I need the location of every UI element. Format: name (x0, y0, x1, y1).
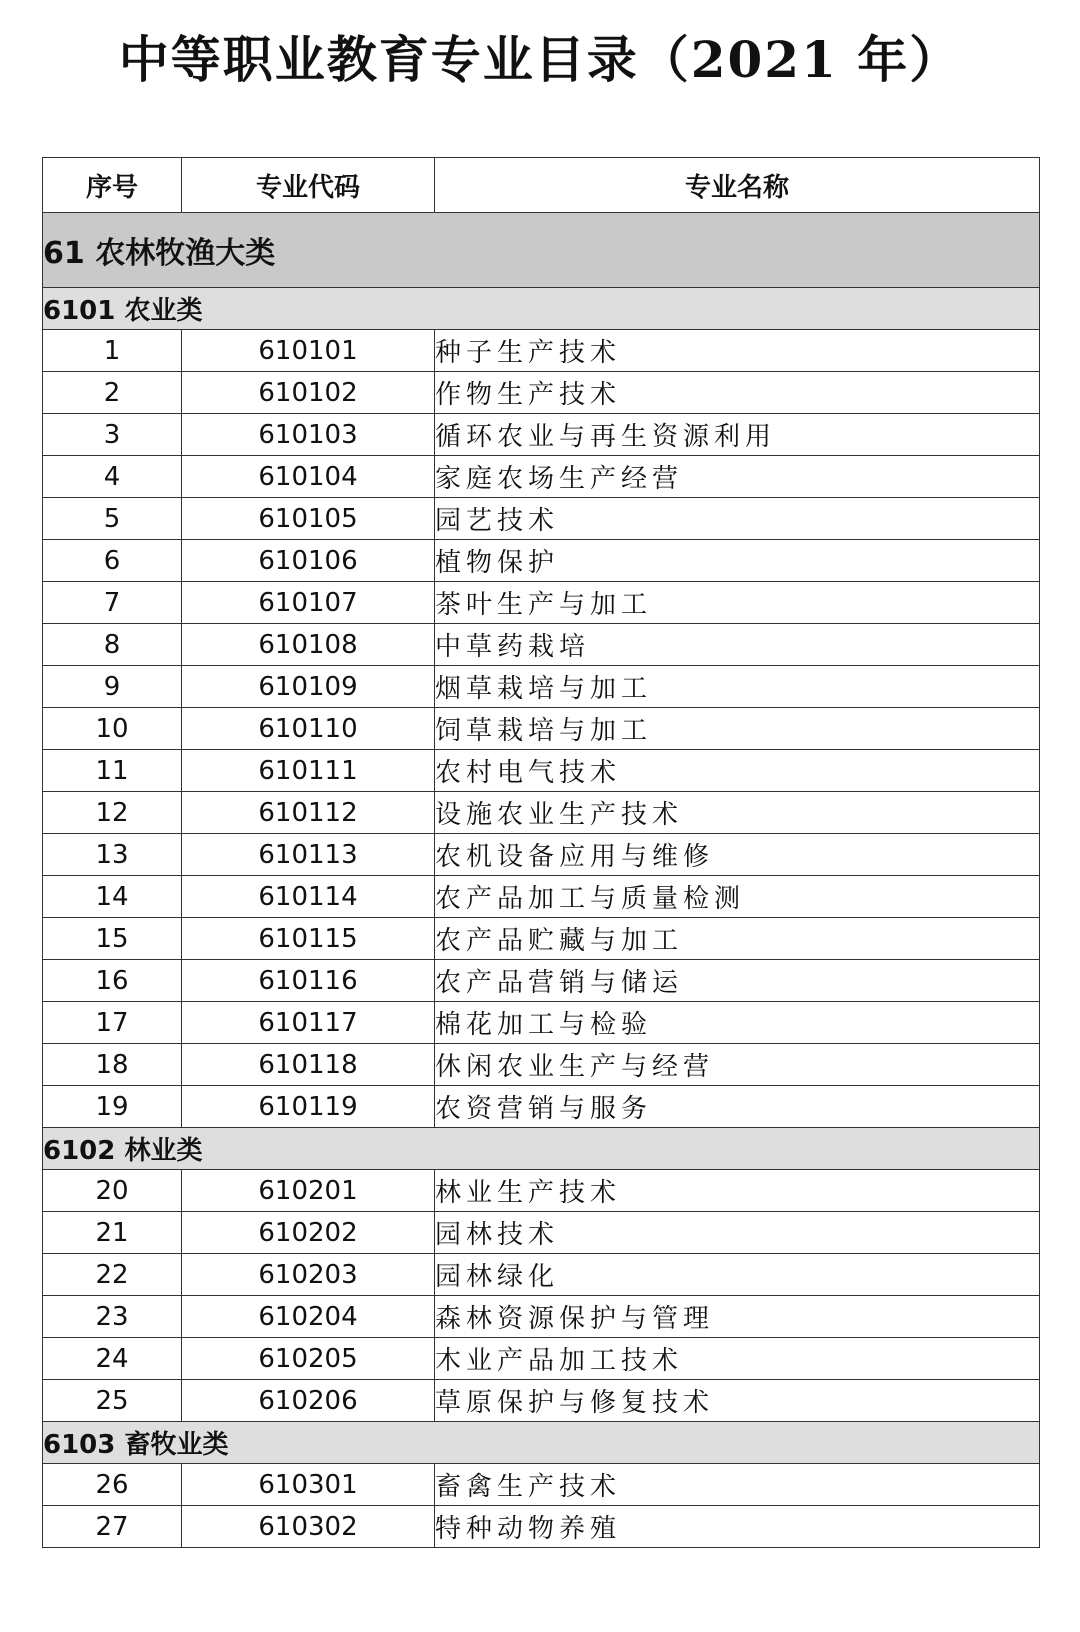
name-cell: 农产品加工与质量检测 (435, 876, 1040, 918)
name-cell: 茶叶生产与加工 (435, 582, 1040, 624)
code-cell: 610206 (182, 1380, 435, 1422)
seq-cell: 27 (43, 1506, 182, 1548)
name-cell: 农村电气技术 (435, 750, 1040, 792)
name-cell: 特种动物养殖 (435, 1506, 1040, 1548)
table-row (43, 792, 1040, 834)
seq-cell: 1 (43, 330, 182, 372)
code-cell: 610105 (182, 498, 435, 540)
table-row (43, 1506, 1040, 1548)
code-cell: 610203 (182, 1254, 435, 1296)
table-row (43, 582, 1040, 624)
table-row (43, 1254, 1040, 1296)
table-row (43, 1002, 1040, 1044)
code-cell: 610101 (182, 330, 435, 372)
table-row (43, 876, 1040, 918)
table-row (43, 330, 1040, 372)
group-row (43, 1422, 1040, 1464)
name-cell: 畜禽生产技术 (435, 1464, 1040, 1506)
name-cell: 饲草栽培与加工 (435, 708, 1040, 750)
table-row (43, 834, 1040, 876)
seq-cell: 24 (43, 1338, 182, 1380)
name-cell: 中草药栽培 (435, 624, 1040, 666)
table-header-row (43, 158, 1040, 213)
table-row (43, 750, 1040, 792)
name-cell: 植物保护 (435, 540, 1040, 582)
table-row (43, 372, 1040, 414)
seq-cell: 2 (43, 372, 182, 414)
document-title: 中等职业教育专业目录（2021 年） (118, 30, 962, 89)
name-cell: 循环农业与再生资源利用 (435, 414, 1040, 456)
code-cell: 610205 (182, 1338, 435, 1380)
seq-cell: 5 (43, 498, 182, 540)
seq-cell: 25 (43, 1380, 182, 1422)
table-row (43, 1380, 1040, 1422)
table-row (43, 1044, 1040, 1086)
seq-cell: 9 (43, 666, 182, 708)
code-cell: 610107 (182, 582, 435, 624)
category-row (43, 213, 1040, 288)
code-cell: 610118 (182, 1044, 435, 1086)
name-cell: 园艺技术 (435, 498, 1040, 540)
code-cell: 610106 (182, 540, 435, 582)
name-cell: 森林资源保护与管理 (435, 1296, 1040, 1338)
name-cell: 种子生产技术 (435, 330, 1040, 372)
name-cell: 家庭农场生产经营 (435, 456, 1040, 498)
seq-cell: 7 (43, 582, 182, 624)
seq-cell: 22 (43, 1254, 182, 1296)
name-cell: 园林绿化 (435, 1254, 1040, 1296)
name-cell: 烟草栽培与加工 (435, 666, 1040, 708)
table-row (43, 1296, 1040, 1338)
name-cell: 农产品贮藏与加工 (435, 918, 1040, 960)
code-cell: 610109 (182, 666, 435, 708)
table-row (43, 708, 1040, 750)
seq-cell: 26 (43, 1464, 182, 1506)
category-code: 61 (43, 236, 85, 271)
header-seq: 序号 (43, 158, 182, 213)
name-cell: 棉花加工与检验 (435, 1002, 1040, 1044)
group-code: 6101 (43, 296, 116, 326)
code-cell: 610113 (182, 834, 435, 876)
group-name: 林业类 (124, 1136, 203, 1166)
code-cell: 610110 (182, 708, 435, 750)
table-row (43, 498, 1040, 540)
group-cell (43, 1422, 1040, 1464)
name-cell: 农机设备应用与维修 (435, 834, 1040, 876)
table-body (43, 213, 1040, 1548)
seq-cell: 6 (43, 540, 182, 582)
seq-cell: 12 (43, 792, 182, 834)
table-row (43, 414, 1040, 456)
seq-cell: 23 (43, 1296, 182, 1338)
table-row (43, 960, 1040, 1002)
seq-cell: 3 (43, 414, 182, 456)
group-code: 6102 (43, 1136, 116, 1166)
group-row (43, 288, 1040, 330)
name-cell: 林业生产技术 (435, 1170, 1040, 1212)
group-cell (43, 1128, 1040, 1170)
table-row (43, 1086, 1040, 1128)
seq-cell: 4 (43, 456, 182, 498)
table-row (43, 1170, 1040, 1212)
group-cell (43, 288, 1040, 330)
name-cell: 设施农业生产技术 (435, 792, 1040, 834)
seq-cell: 20 (43, 1170, 182, 1212)
code-cell: 610204 (182, 1296, 435, 1338)
code-cell: 610202 (182, 1212, 435, 1254)
code-cell: 610104 (182, 456, 435, 498)
seq-cell: 21 (43, 1212, 182, 1254)
seq-cell: 14 (43, 876, 182, 918)
table-row (43, 1464, 1040, 1506)
header-name: 专业名称 (435, 158, 1040, 213)
seq-cell: 18 (43, 1044, 182, 1086)
seq-cell: 11 (43, 750, 182, 792)
table-row (43, 540, 1040, 582)
name-cell: 木业产品加工技术 (435, 1338, 1040, 1380)
table-row (43, 456, 1040, 498)
code-cell: 610103 (182, 414, 435, 456)
name-cell: 园林技术 (435, 1212, 1040, 1254)
table-row (43, 624, 1040, 666)
seq-cell: 17 (43, 1002, 182, 1044)
header-code: 专业代码 (182, 158, 435, 213)
code-cell: 610115 (182, 918, 435, 960)
name-cell: 休闲农业生产与经营 (435, 1044, 1040, 1086)
code-cell: 610119 (182, 1086, 435, 1128)
name-cell: 农资营销与服务 (435, 1086, 1040, 1128)
seq-cell: 8 (43, 624, 182, 666)
group-row (43, 1128, 1040, 1170)
name-cell: 作物生产技术 (435, 372, 1040, 414)
code-cell: 610108 (182, 624, 435, 666)
major-catalog-table (42, 157, 1040, 1548)
group-code: 6103 (43, 1430, 116, 1460)
code-cell: 610116 (182, 960, 435, 1002)
group-name: 畜牧业类 (124, 1430, 229, 1460)
group-name: 农业类 (124, 296, 203, 326)
seq-cell: 10 (43, 708, 182, 750)
seq-cell: 13 (43, 834, 182, 876)
table-row (43, 1338, 1040, 1380)
code-cell: 610111 (182, 750, 435, 792)
code-cell: 610201 (182, 1170, 435, 1212)
code-cell: 610302 (182, 1506, 435, 1548)
seq-cell: 19 (43, 1086, 182, 1128)
code-cell: 610301 (182, 1464, 435, 1506)
table-row (43, 1212, 1040, 1254)
table-row (43, 666, 1040, 708)
code-cell: 610102 (182, 372, 435, 414)
seq-cell: 16 (43, 960, 182, 1002)
code-cell: 610114 (182, 876, 435, 918)
code-cell: 610117 (182, 1002, 435, 1044)
seq-cell: 15 (43, 918, 182, 960)
category-name: 农林牧渔大类 (95, 236, 276, 271)
code-cell: 610112 (182, 792, 435, 834)
name-cell: 草原保护与修复技术 (435, 1380, 1040, 1422)
name-cell: 农产品营销与储运 (435, 960, 1040, 1002)
table-row (43, 918, 1040, 960)
category-cell (43, 213, 1040, 288)
